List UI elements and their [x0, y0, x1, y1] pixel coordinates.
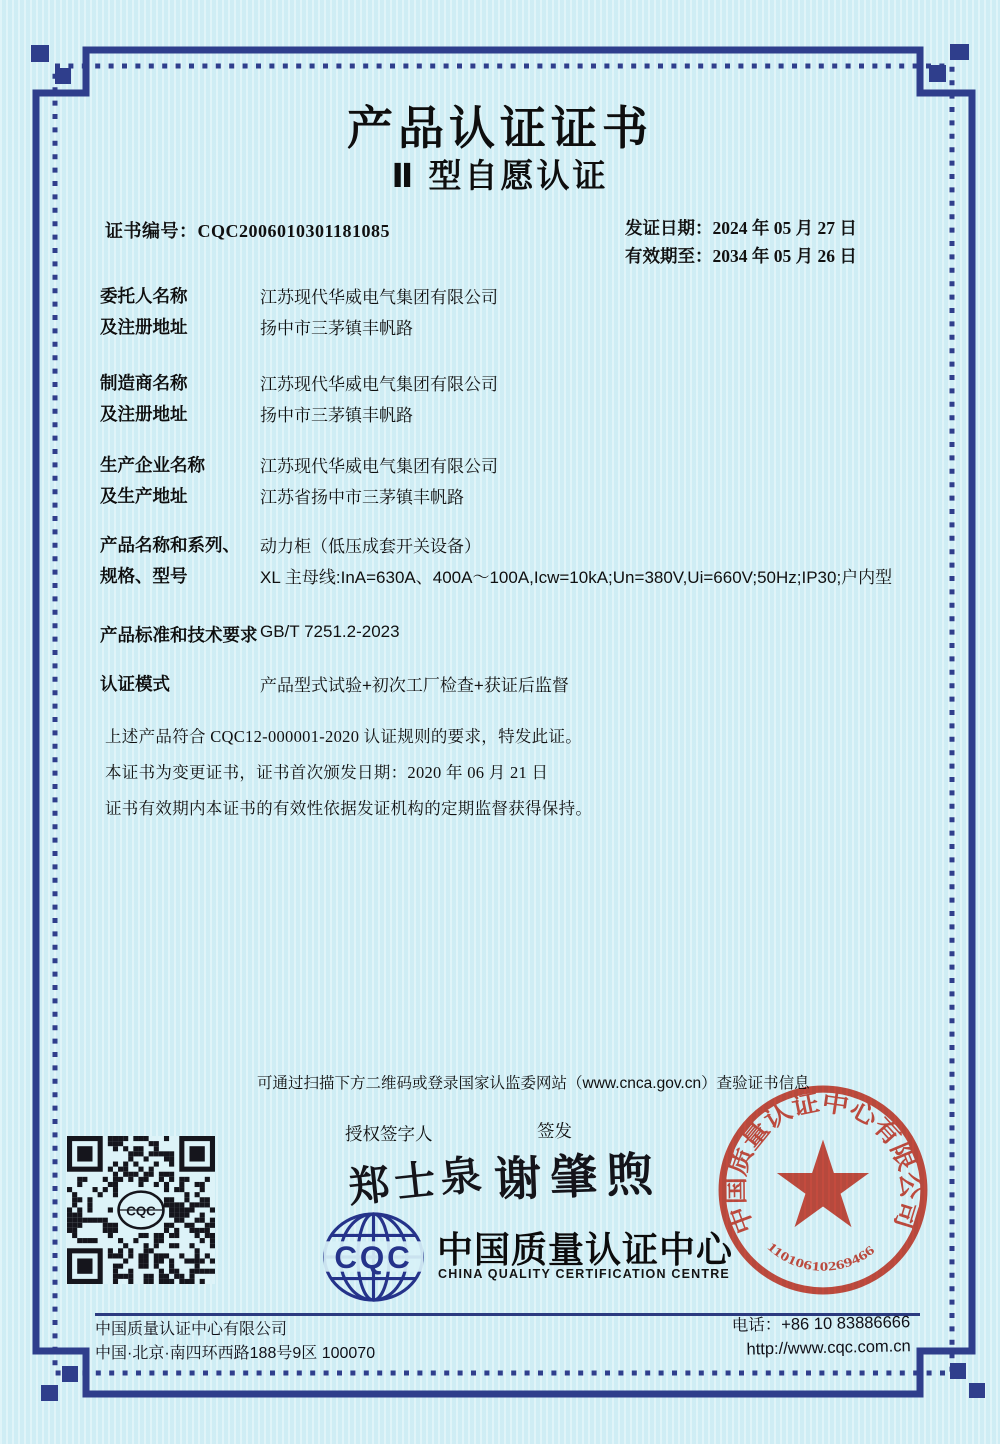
field-label: 产品名称和系列、 [100, 535, 240, 555]
field-label: 规格、型号 [100, 566, 188, 586]
cqc-globe-logo-icon [320, 1211, 427, 1303]
field-value: 江苏现代华威电气集团有限公司 [260, 457, 498, 476]
field-value: 产品型式试验+初次工厂检查+获证后监督 [260, 676, 569, 695]
authorized-signer-label: 授权签字人 [345, 1124, 433, 1144]
field-label: 及生产地址 [100, 486, 188, 506]
authorized-signer-signature: 郑士泉 [346, 1150, 489, 1212]
statement-validity: 证书有效期内本证书的有效性依据发证机构的定期监督获得保持。 [105, 799, 593, 818]
field-value: GB/T 7251.2-2023 [260, 622, 400, 641]
verification-note: 可通过扫描下方二维码或登录国家认监委网站（www.cnca.gov.cn）查验证书信息 [257, 1075, 810, 1092]
field-product-name-model [0, 532, 1000, 602]
field-label: 生产企业名称 [100, 455, 205, 475]
footer-contact-block [731, 1310, 910, 1362]
field-label: 制造商名称 [100, 373, 188, 393]
seal-ring-text: 中国质量认证中心有限公司 [723, 1089, 924, 1238]
issue-date: 发证日期：2024 年 05 月 27 日 [625, 218, 857, 238]
star-icon [777, 1140, 869, 1228]
field-label: 委托人名称 [100, 286, 188, 306]
field-label: 产品标准和技术要求 [100, 625, 258, 645]
field-value: XL 主母线:InA=630A、400A～100A,Icw=10kA;Un=380V,Ui=660V;50Hz;IP30;户内型 [260, 568, 893, 587]
footer-website: http://www.cqc.com.cn [745, 1337, 911, 1359]
organization-name-cn: 中国质量认证中心 [437, 1229, 734, 1270]
statement-first-issue: 本证书为变更证书，证书首次颁发日期：2020 年 06 月 21 日 [105, 763, 549, 782]
footer-phone: 电话：+86 10 83886666 [731, 1313, 910, 1335]
field-value: 江苏省扬中市三茅镇丰帆路 [260, 488, 464, 507]
footer-company-address: 中国·北京·南四环西路188号9区 100070 [95, 1345, 376, 1362]
red-company-seal [712, 1079, 934, 1301]
field-factory [0, 452, 1000, 522]
field-value: 江苏现代华威电气集团有限公司 [260, 375, 498, 394]
field-value: 扬中市三茅镇丰帆路 [260, 319, 413, 338]
field-label: 认证模式 [100, 674, 170, 694]
seal-serial-number: 11010610269466 [764, 1239, 876, 1274]
statement-compliance: 上述产品符合 CQC12-000001-2020 认证规则的要求，特发此证。 [105, 727, 583, 746]
field-applicant [0, 283, 1000, 353]
issuer-label: 签发 [537, 1121, 572, 1141]
field-manufacturer [0, 370, 1000, 440]
valid-until-date: 有效期至：2034 年 05 月 26 日 [625, 246, 857, 266]
certificate-number: 证书编号：CQC2006010301181085 [105, 221, 391, 241]
field-label: 及注册地址 [100, 404, 188, 424]
certificate-subtitle: Ⅱ 型自愿认证 [391, 157, 609, 194]
qr-code [67, 1136, 215, 1284]
issuer-signature: 谢肇煦 [493, 1149, 664, 1207]
footer-company-block [95, 1318, 375, 1366]
qr-center-logo-letters: CQC [126, 1203, 156, 1219]
certificate-title: 产品认证证书 [347, 102, 653, 154]
field-value: 江苏现代华威电气集团有限公司 [260, 288, 498, 307]
organization-name-en: CHINA QUALITY CERTIFICATION CENTRE [438, 1267, 730, 1281]
field-value: 动力柜（低压成套开关设备） [260, 537, 481, 556]
svg-text:11010610269466 [764, 1240, 877, 1274]
field-label: 及注册地址 [100, 317, 188, 337]
field-value: 扬中市三茅镇丰帆路 [260, 406, 413, 425]
cqc-logo-letters: CQC [334, 1239, 413, 1275]
footer-company-name: 中国质量认证中心有限公司 [95, 1321, 288, 1338]
